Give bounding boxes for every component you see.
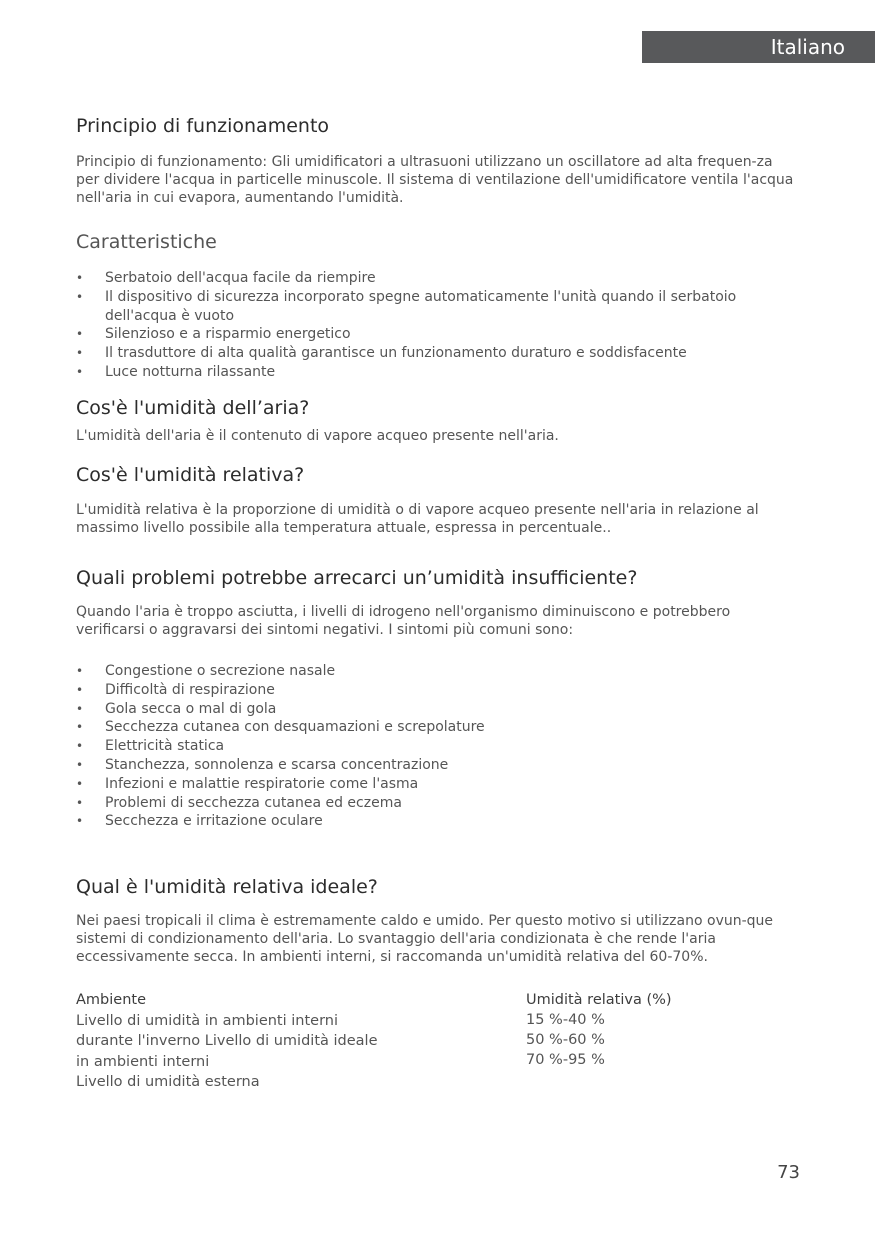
list-item: • Il dispositivo di sicurezza incorporato spegne automaticamente l'unità quando il serbatoio dell'acqua è vuoto — [76, 288, 800, 326]
list-item: • Luce notturna rilassante — [76, 363, 800, 382]
table-column-environment — [76, 990, 496, 1093]
list-item: • Infezioni e malattie respiratorie come l'asma — [76, 775, 800, 794]
list-item: • Il trasduttore di alta qualità garantisce un funzionamento duraturo e soddisfacente — [76, 344, 800, 363]
list-item: • Secchezza e irritazione oculare — [76, 812, 800, 831]
list-item: • Silenzioso e a risparmio energetico — [76, 325, 800, 344]
list-item: • Gola secca o mal di gola — [76, 700, 800, 719]
list-item: • Problemi di secchezza cutanea ed eczema — [76, 794, 800, 813]
page-number: 73 — [777, 1162, 800, 1183]
list-item: • Congestione o secrezione nasale — [76, 662, 800, 681]
table-column-humidity — [526, 990, 800, 1070]
section-body-umidita-aria: L'umidità dell'aria è il contenuto di vapore acqueo presente nell'aria. — [76, 428, 559, 444]
features-list — [76, 269, 800, 382]
list-item: • Difficoltà di respirazione — [76, 681, 800, 700]
section-title-ideale: Qual è l'umidità relativa ideale? — [76, 876, 378, 898]
list-item: • Secchezza cutanea con desquamazioni e screpolature — [76, 718, 800, 737]
table-header-environment: Ambiente — [76, 992, 146, 1008]
table-cell: 70 %-95 % — [526, 1052, 605, 1068]
table-cell: Livello di umidità in ambienti interni — [76, 1012, 338, 1029]
table-cell: in ambienti interni — [76, 1053, 210, 1070]
table-cell: 15 %-40 % — [526, 1012, 605, 1028]
section-title-problemi: Quali problemi potrebbe arrecarci un’umidità insufficiente? — [76, 567, 638, 589]
section-body-principio: Principio di funzionamento: Gli umidificatori a ultrasuoni utilizzano un oscillatore ad alta frequen-za per dividere l'acqua in particelle minuscole. Il sistema di ventilazione dell'umidificatore ventila l'acqua nell'aria in cui evapora, aumentando l'umidità. — [76, 154, 794, 206]
table-cell: 50 %-60 % — [526, 1032, 605, 1048]
table-cell: durante l'inverno Livello di umidità ideale — [76, 1033, 378, 1049]
section-body-ideale: Nei paesi tropicali il clima è estremamente caldo e umido. Per questo motivo si utilizzano ovun-que sistemi di condizionamento dell'aria. Lo svantaggio dell'aria condizionata è che rende l'aria eccessivamente secca. In ambienti interni, si raccomanda un'umidità relativa del 60-70%. — [76, 913, 774, 965]
list-item: • Elettricità statica — [76, 737, 800, 756]
section-body-umidita-relativa: L'umidità relativa è la proporzione di umidità o di vapore acqueo presente nell'aria in relazione al massimo livello possibile alla temperatura attuale, espressa in percentuale.. — [76, 502, 759, 536]
section-title-principio: Principio di funzionamento — [76, 115, 330, 137]
list-item: • Serbatoio dell'acqua facile da riempire — [76, 269, 800, 288]
table-header-humidity: Umidità relativa (%) — [526, 992, 672, 1008]
section-title-umidita-aria: Cos'è l'umidità dell’aria? — [76, 397, 310, 419]
list-item: • Stanchezza, sonnolenza e scarsa concentrazione — [76, 756, 800, 775]
section-body-problemi: Quando l'aria è troppo asciutta, i livelli di idrogeno nell'organismo diminuiscono e potrebbero verificarsi o aggravarsi dei sintomi negativi. I sintomi più comuni sono: — [76, 604, 731, 638]
symptoms-list — [76, 662, 800, 831]
table-cell: Livello di umidità esterna — [76, 1074, 260, 1090]
section-title-caratteristiche: Caratteristiche — [76, 231, 217, 253]
language-tab: Italiano — [642, 31, 875, 63]
section-title-umidita-relativa: Cos'è l'umidità relativa? — [76, 464, 305, 486]
